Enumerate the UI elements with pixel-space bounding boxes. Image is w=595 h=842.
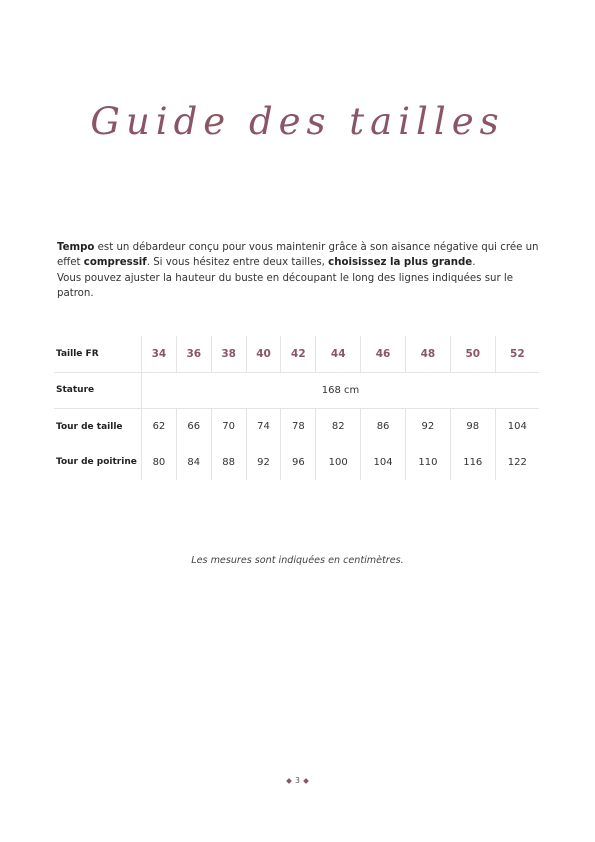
intro-text-3: . [472,257,476,269]
intro-bold-choose: choisissez la plus grande [328,257,473,269]
chest-cell: 96 [281,445,316,481]
chest-cell: 80 [142,445,177,481]
stature-value: 168 cm [142,372,540,409]
chest-row [54,445,539,481]
chest-cell: 88 [211,445,246,481]
size-header-cell: 48 [405,336,450,372]
chest-cell: 104 [361,445,406,481]
chest-cell: 122 [495,445,539,481]
waist-cell: 98 [450,409,495,445]
intro-text-2: . Si vous hésitez entre deux tailles, [146,257,329,269]
intro-text-1: est un débardeur conçu pour vous maintenir grâce à son aisance négative qui crée un effet [57,242,539,269]
intro-paragraph-1 [57,240,542,271]
waist-cell: 82 [316,409,361,445]
waist-cell: 74 [246,409,281,445]
waist-label: Tour de taille [56,421,123,432]
chest-label: Tour de poitrine [56,457,137,468]
size-header-label: Taille FR [54,336,142,372]
diamond-ornament-icon [286,778,292,784]
page-number: 3 [295,776,300,785]
size-header-cell: 50 [450,336,495,372]
size-header-cell: 42 [281,336,316,372]
page-title: Guide des tailles [90,100,505,143]
waist-row [54,409,539,445]
stature-label: Stature [54,372,142,409]
size-header-cell: 44 [316,336,361,372]
intro-paragraph-2: Vous pouvez ajuster la hauteur du buste en découpant le long des lignes indiquées sur le patron. [57,272,513,300]
stature-row [54,372,539,409]
waist-cell: 104 [495,409,539,445]
size-header-cell: 52 [495,336,539,372]
intro-bold-compressif: compressif [83,257,147,269]
measurement-footnote: Les mesures sont indiquées en centimètres. [191,555,404,566]
diamond-ornament-icon [303,778,309,784]
size-header-cell: 38 [211,336,246,372]
chest-cell: 100 [316,445,361,481]
waist-cell: 62 [142,409,177,445]
size-header-cell: 36 [176,336,211,372]
page-footer [0,776,595,785]
chest-cell: 92 [246,445,281,481]
brand-name: Tempo [57,242,95,253]
chest-cell: 116 [450,445,495,481]
size-header-row [54,336,539,372]
waist-cell: 86 [361,409,406,445]
waist-cell: 78 [281,409,316,445]
size-header-cell: 46 [361,336,406,372]
chest-cell: 84 [176,445,211,481]
intro-text [57,240,542,302]
waist-cell: 66 [176,409,211,445]
waist-cell: 70 [211,409,246,445]
size-header-cell: 34 [142,336,177,372]
waist-cell: 92 [405,409,450,445]
size-header-cell: 40 [246,336,281,372]
chest-cell: 110 [405,445,450,481]
size-table [54,336,539,480]
